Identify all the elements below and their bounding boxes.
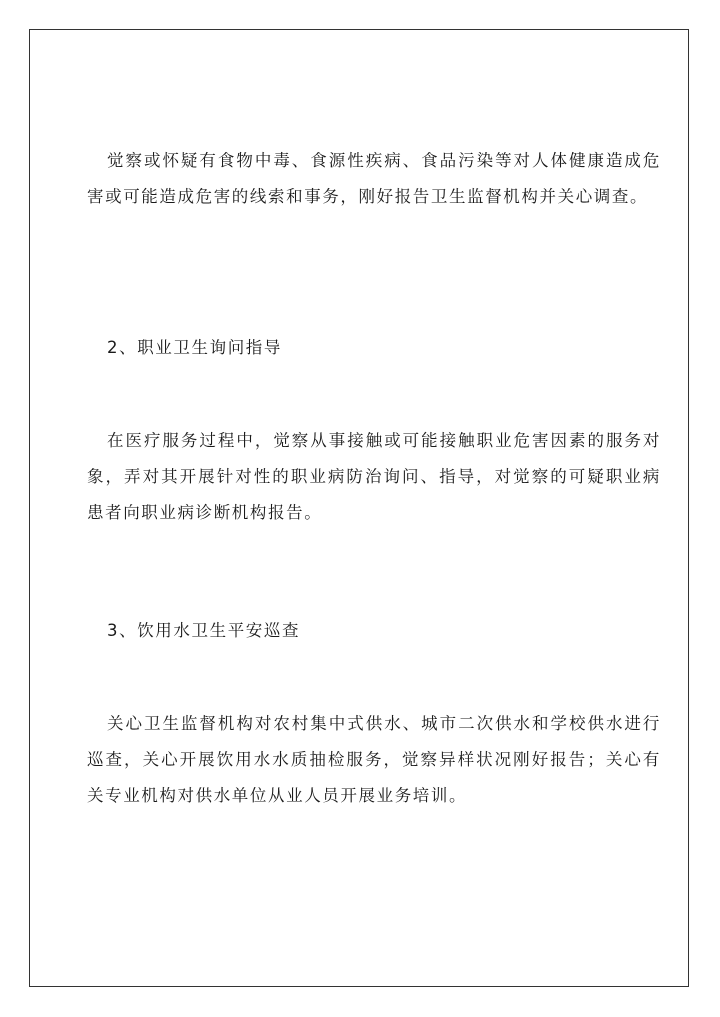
- paragraph-occupational-health: 在医疗服务过程中，觉察从事接触或可能接触职业危害因素的服务对象，弄对其开展针对性的职业病防治询问、指导，对觉察的可疑职业病患者向职业病诊断机构报告。: [87, 431, 661, 522]
- section-heading-drinking-water: 3、饮用水卫生平安巡查: [107, 621, 301, 640]
- paragraph-food-safety: 觉察或怀疑有食物中毒、食源性疾病、食品污染等对人体健康造成危害或可能造成危害的线索和事务，刚好报告卫生监督机构并关心调查。: [87, 151, 661, 206]
- section-heading-occupational-health: 2、职业卫生询问指导: [107, 338, 282, 357]
- paragraph-drinking-water: 关心卫生监督机构对农村集中式供水、城市二次供水和学校供水进行巡查，关心开展饮用水水质抽检服务，觉察异样状况刚好报告；关心有关专业机构对供水单位从业人员开展业务培训。: [87, 714, 661, 805]
